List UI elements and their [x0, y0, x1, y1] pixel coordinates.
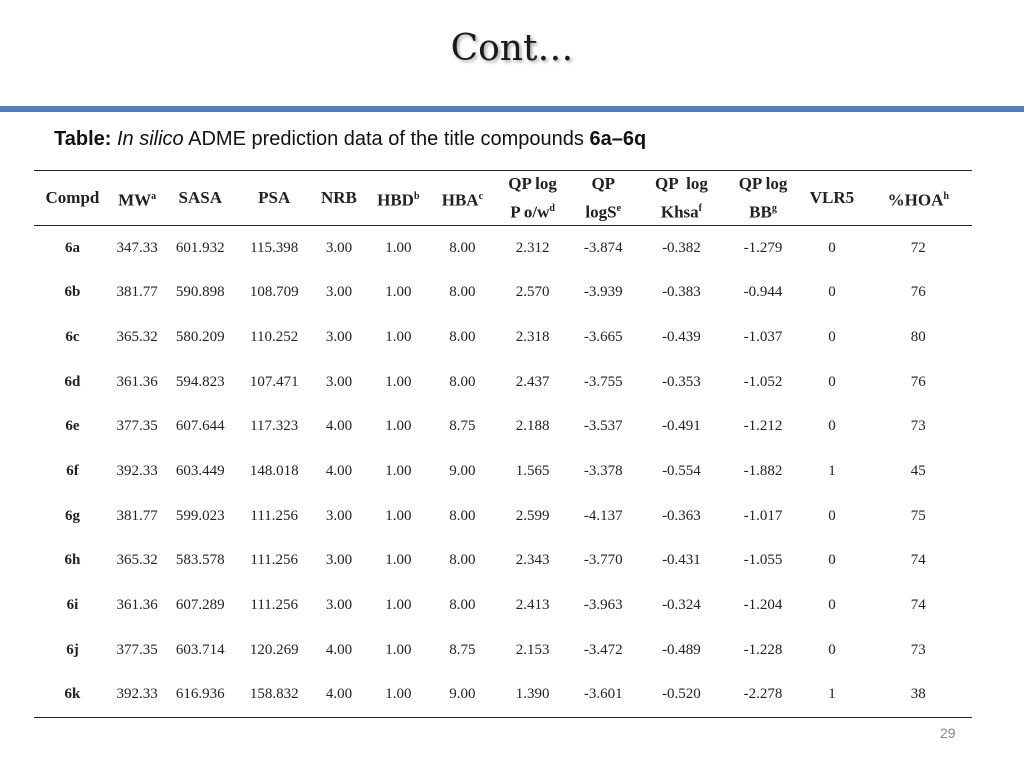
table-cell: 120.269: [249, 641, 299, 658]
table-cell: -0.520: [636, 673, 727, 718]
table-cell: 4.00: [325, 462, 353, 479]
table-cell: 1.00: [385, 328, 412, 345]
table-cell: 0: [828, 418, 836, 435]
table-cell: 76: [910, 373, 926, 390]
table-cell: 381.77: [116, 284, 158, 301]
table-cell: 1.00: [385, 641, 412, 658]
table-cell: 8.00: [449, 284, 476, 301]
table-cell: -3.874: [583, 239, 623, 256]
table-cell: 365.32: [116, 328, 158, 345]
table-cell: 73: [910, 418, 926, 435]
table-cell: 381.77: [116, 507, 158, 524]
table-cell: 0: [828, 284, 836, 301]
col-header: %HOA$^h$: [865, 171, 972, 226]
table-cell: 2.318: [515, 328, 550, 345]
caption-label: Table:: [54, 128, 112, 150]
table-cell: 0: [828, 597, 836, 613]
page-number: 29: [940, 725, 956, 741]
title-divider: [0, 106, 1024, 112]
caption-range: 6a–6q: [589, 128, 647, 150]
table-cell: 3.00: [325, 373, 353, 390]
table-cell: 117.323: [250, 418, 299, 435]
table-cell: 361.36: [116, 597, 158, 613]
table-cell: -1.017: [743, 507, 783, 524]
table-cell: 0: [828, 328, 836, 345]
table-cell: -0.944: [743, 284, 783, 301]
table-cell: 0: [828, 373, 836, 390]
table-cell: -0.353: [662, 373, 701, 390]
table-cell: -0.383: [662, 284, 701, 301]
table-cell: 1: [799, 673, 864, 718]
col-header: QP logS$^e$: [570, 171, 636, 226]
table-cell: 110.252: [250, 328, 299, 345]
table-cell: 9.00: [449, 462, 476, 479]
table-cell: 603.714: [175, 641, 225, 658]
compound-id-cell: 6c: [65, 328, 80, 345]
compound-id-cell: 6j: [66, 641, 79, 658]
table-cell: -3.378: [583, 462, 623, 479]
table-caption: [54, 128, 646, 151]
col-header: QP log P $o/w^d$: [495, 171, 571, 226]
table-cell: 3.00: [325, 552, 353, 569]
table-cell: -3.939: [583, 284, 623, 301]
table-row: [34, 315, 972, 360]
table-cell: 3.00: [325, 597, 353, 613]
compound-id-cell: 6d: [64, 373, 81, 390]
table-cell: 108.709: [249, 284, 299, 301]
table-cell: -0.491: [662, 418, 701, 435]
table-cell: 594.823: [175, 373, 225, 390]
table-cell: 111.256: [250, 507, 299, 524]
compound-id-cell: 6a: [64, 239, 80, 256]
table-row: [34, 538, 972, 583]
table-row: [34, 449, 972, 494]
table-cell: 0: [828, 552, 836, 569]
table-cell: 148.018: [249, 462, 299, 479]
compound-id-cell: 6e: [65, 418, 80, 435]
table-cell: -3.537: [583, 418, 623, 435]
table-cell: 0: [828, 641, 836, 658]
table-cell: -1.882: [743, 462, 783, 479]
col-header: $MW^a$: [111, 171, 163, 226]
table-cell: 8.00: [449, 507, 476, 524]
table-row: [34, 270, 972, 315]
table-cell: 4.00: [311, 673, 367, 718]
table-cell: 601.932: [175, 239, 225, 256]
table-cell: 74: [910, 552, 926, 569]
col-header: QP log $BB^g$: [727, 171, 800, 226]
table-cell: 607.644: [175, 418, 225, 435]
table-cell: 1.00: [385, 418, 412, 435]
slide-title: Cont…: [450, 28, 574, 69]
table-cell: -1.204: [743, 597, 783, 613]
table-row: [34, 628, 972, 673]
table-row: [34, 494, 972, 539]
table-cell: 361.36: [116, 373, 158, 390]
table-cell: 1.00: [385, 284, 412, 301]
header-row: [34, 171, 972, 226]
table-cell: -1.055: [743, 552, 783, 569]
table-cell: 1.390: [495, 673, 571, 718]
caption-italic: In silico: [116, 128, 184, 150]
col-header: PSA: [237, 171, 311, 226]
table-cell: 8.00: [449, 328, 476, 345]
table-cell: -3.601: [570, 673, 636, 718]
table-cell: -0.489: [662, 641, 701, 658]
table-cell: 3.00: [325, 239, 353, 256]
adme-table: [34, 170, 972, 718]
table-row: [34, 404, 972, 449]
table-cell: 377.35: [116, 641, 158, 658]
table-cell: 583.578: [175, 552, 225, 569]
table-cell: 1: [828, 462, 836, 479]
table-cell: 111.256: [250, 552, 299, 569]
table-cell: 3.00: [325, 507, 353, 524]
col-header: Compd: [34, 171, 111, 226]
table-row: [34, 360, 972, 405]
table-cell: 111.256: [250, 597, 299, 613]
table-cell: 73: [910, 641, 926, 658]
table-cell: 599.023: [175, 507, 225, 524]
table-cell: 2.153: [515, 641, 550, 658]
table-row: [34, 673, 972, 718]
table-cell: 76: [910, 284, 926, 301]
table-cell: -3.665: [583, 328, 623, 345]
table-cell: 2.599: [515, 507, 550, 524]
table-row: [34, 583, 972, 628]
table-cell: 347.33: [116, 239, 158, 256]
table-cell: 8.00: [449, 597, 476, 613]
table-cell: 2.437: [515, 373, 550, 390]
table-cell: 4.00: [325, 641, 353, 658]
table-cell: -0.554: [662, 462, 701, 479]
table-cell: 8.00: [449, 373, 476, 390]
table-cell: 45: [910, 462, 926, 479]
col-header: HBD$^b$: [367, 171, 430, 226]
table-cell: 8.00: [449, 239, 476, 256]
table-cell: 2.312: [515, 239, 550, 256]
compound-id-cell: 6h: [64, 552, 81, 569]
col-header: QP log Khsa$^f$: [636, 171, 727, 226]
table-cell: -0.431: [662, 552, 701, 569]
table-cell: -1.228: [743, 641, 783, 658]
compound-id-cell: 6b: [64, 284, 81, 301]
table-cell: -3.472: [583, 641, 623, 658]
table-cell: -0.439: [662, 328, 701, 345]
table-cell: 3.00: [325, 328, 353, 345]
table-cell: -1.037: [743, 328, 783, 345]
table-cell: 377.35: [116, 418, 158, 435]
compound-id-cell: 6i: [66, 597, 79, 613]
table-cell: 115.398: [250, 239, 299, 256]
table-cell: 8.00: [449, 552, 476, 569]
table-cell: -3.963: [583, 597, 623, 613]
table-cell: -2.278: [727, 673, 800, 718]
table-cell: 1.00: [385, 239, 412, 256]
table-cell: 1.00: [385, 597, 412, 613]
compound-id-cell: 6k: [34, 673, 111, 718]
compound-id-cell: 6f: [66, 462, 79, 479]
table-body: [34, 225, 972, 718]
table-cell: 392.33: [116, 462, 158, 479]
table-cell: 603.449: [175, 462, 225, 479]
table-cell: 1.00: [385, 373, 412, 390]
table-cell: 365.32: [116, 552, 158, 569]
table-cell: 1.00: [385, 552, 412, 569]
col-header: SASA: [163, 171, 237, 226]
table-cell: 107.471: [249, 373, 299, 390]
table-cell: 74: [910, 597, 926, 613]
table-cell: -1.279: [743, 239, 783, 256]
caption-text: ADME prediction data of the title compounds: [183, 128, 590, 150]
table-cell: 1.565: [515, 462, 550, 479]
table-cell: -4.137: [583, 507, 623, 524]
table-cell: 1.00: [385, 462, 412, 479]
table-cell: -1.212: [743, 418, 783, 435]
col-header: NRB: [311, 171, 367, 226]
table-cell: 1.00: [367, 673, 430, 718]
compound-id-cell: 6g: [64, 507, 80, 524]
table-cell: 590.898: [175, 284, 225, 301]
table-cell: 2.343: [515, 552, 550, 569]
table-cell: -1.052: [743, 373, 783, 390]
table-cell: 38: [865, 673, 972, 718]
col-header: VLR5: [799, 171, 864, 226]
table-cell: 2.188: [515, 418, 550, 435]
table-cell: 75: [910, 507, 926, 524]
table-cell: 9.00: [430, 673, 495, 718]
table-cell: 607.289: [175, 597, 225, 613]
table-cell: 4.00: [325, 418, 353, 435]
table-cell: -0.382: [662, 239, 701, 256]
table-cell: 3.00: [325, 284, 353, 301]
table-cell: 580.209: [175, 328, 225, 345]
table-cell: 8.75: [449, 641, 476, 658]
table-cell: 2.570: [515, 284, 550, 301]
table-cell: 80: [910, 328, 926, 345]
table-cell: -0.363: [662, 507, 701, 524]
table-cell: 392.33: [111, 673, 163, 718]
table-cell: 0: [828, 239, 836, 256]
table-cell: 72: [910, 239, 926, 256]
table-cell: 616.936: [163, 673, 237, 718]
table-cell: 158.832: [237, 673, 311, 718]
table-cell: 1.00: [385, 507, 412, 524]
table-row: [34, 225, 972, 270]
table-cell: 8.75: [449, 418, 476, 435]
table-cell: -0.324: [662, 597, 701, 613]
table-cell: 0: [828, 507, 836, 524]
table-cell: 2.413: [515, 597, 550, 613]
table-cell: -3.755: [583, 373, 623, 390]
table-cell: -3.770: [583, 552, 623, 569]
col-header: HBA$^c$: [430, 171, 495, 226]
